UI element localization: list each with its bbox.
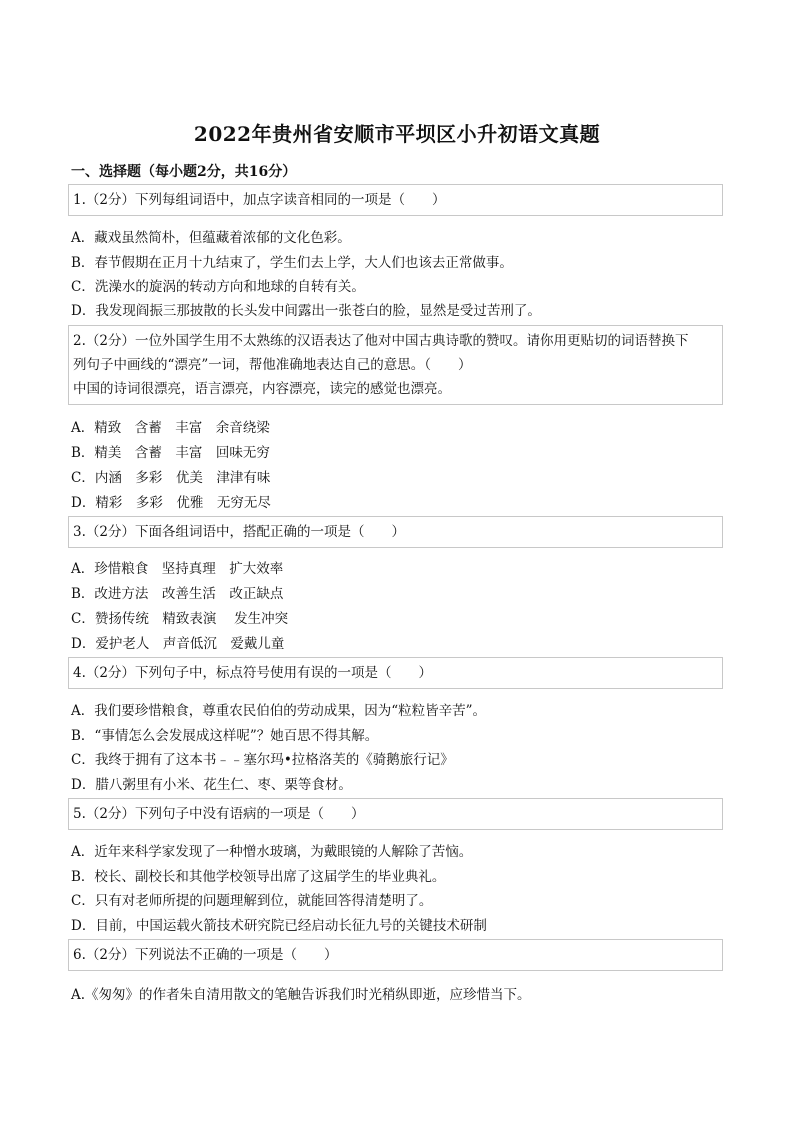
question-4-option-d: D．腊八粥里有小米、花生仁、枣、栗等食材。 [71,777,352,793]
question-stem-line: 5.（2分）下列句子中没有语病的一项是（ ） [73,806,365,822]
section-heading: 一、选择题（每小题2分，共16分） [71,164,297,180]
question-5-option-a: A．近年来科学家发现了一种憎水玻璃，为戴眼镜的人解除了苦恼。 [71,844,473,860]
question-3-stem [68,516,723,548]
question-2-stem [68,325,723,405]
question-3-option-b: B．改进方法 改善生活 改正缺点 [71,586,284,602]
question-stem-line: 列句子中画线的“漂亮”一词，帮他准确地表达自己的意思。（ ） [73,357,472,373]
question-5-option-c: C．只有对老师所提的问题理解到位，就能回答得清楚明了。 [71,893,433,909]
question-6-stem [68,939,723,971]
question-6-option-a: A.《匆匆》的作者朱自清用散文的笔触告诉我们时光稍纵即逝，应珍惜当下。 [71,987,531,1003]
question-2-option-c: C．内涵 多彩 优美 津津有味 [71,470,271,486]
question-3-option-c: C．赞扬传统 精致表演 发生冲突 [71,611,289,627]
question-1-stem [68,184,723,216]
page-title: 2022年贵州省安顺市平坝区小升初语文真题 [193,122,601,146]
question-2-option-a: A．精致 含蓄 丰富 余音绕梁 [71,420,270,436]
question-4-option-a: A．我们要珍惜粮食，尊重农民伯伯的劳动成果，因为“粒粒皆辛苦”。 [71,703,487,719]
question-stem-line: 1.（2分）下列每组词语中，加点字读音相同的一项是（ ） [73,192,446,208]
question-3-option-a: A．珍惜粮食 坚持真理 扩大效率 [71,561,284,577]
question-5-option-d: D．目前，中国运载火箭技术研究院已经启动长征九号的关键技术研制 [71,918,487,934]
question-1-option-b: B．春节假期在正月十九结束了，学生们去上学，大人们也该去正常做事。 [71,255,513,271]
question-5-stem [68,798,723,830]
question-1-option-c: C．洗澡水的旋涡的转动方向和地球的自转有关。 [71,279,365,295]
question-4-option-b: B．“事情怎么会发展成这样呢”？她百思不得其解。 [71,728,379,744]
question-1-option-a: A．藏戏虽然简朴，但蕴藏着浓郁的文化色彩。 [71,230,351,246]
question-stem-line: 中国的诗词很漂亮，语言漂亮，内容漂亮，读完的感觉也漂亮。 [73,381,451,397]
question-2-option-d: D．精彩 多彩 优雅 无穷无尽 [71,495,271,511]
question-stem-line: 6.（2分）下列说法不正确的一项是（ ） [73,947,338,963]
question-1-option-d: D．我发现阎振三那披散的长头发中间露出一张苍白的脸，显然是受过苦刑了。 [71,303,541,319]
question-stem-line: 4.（2分）下列句子中，标点符号使用有误的一项是（ ） [73,665,432,681]
question-stem-line: 3.（2分）下面各组词语中，搭配正确的一项是（ ） [73,524,405,540]
question-4-option-c: C．我终于拥有了这本书﹣﹣塞尔玛•拉格洛芙的《骑鹅旅行记》 [71,752,454,768]
question-5-option-b: B．校长、副校长和其他学校领导出席了这届学生的毕业典礼。 [71,869,446,885]
question-4-stem [68,657,723,689]
question-2-option-b: B．精美 含蓄 丰富 回味无穷 [71,445,270,461]
question-3-option-d: D．爱护老人 声音低沉 爱戴儿童 [71,636,285,652]
question-stem-line: 2.（2分）一位外国学生用不太熟练的汉语表达了他对中国古典诗歌的赞叹。请你用更贴切的词语替换下 [73,333,689,349]
